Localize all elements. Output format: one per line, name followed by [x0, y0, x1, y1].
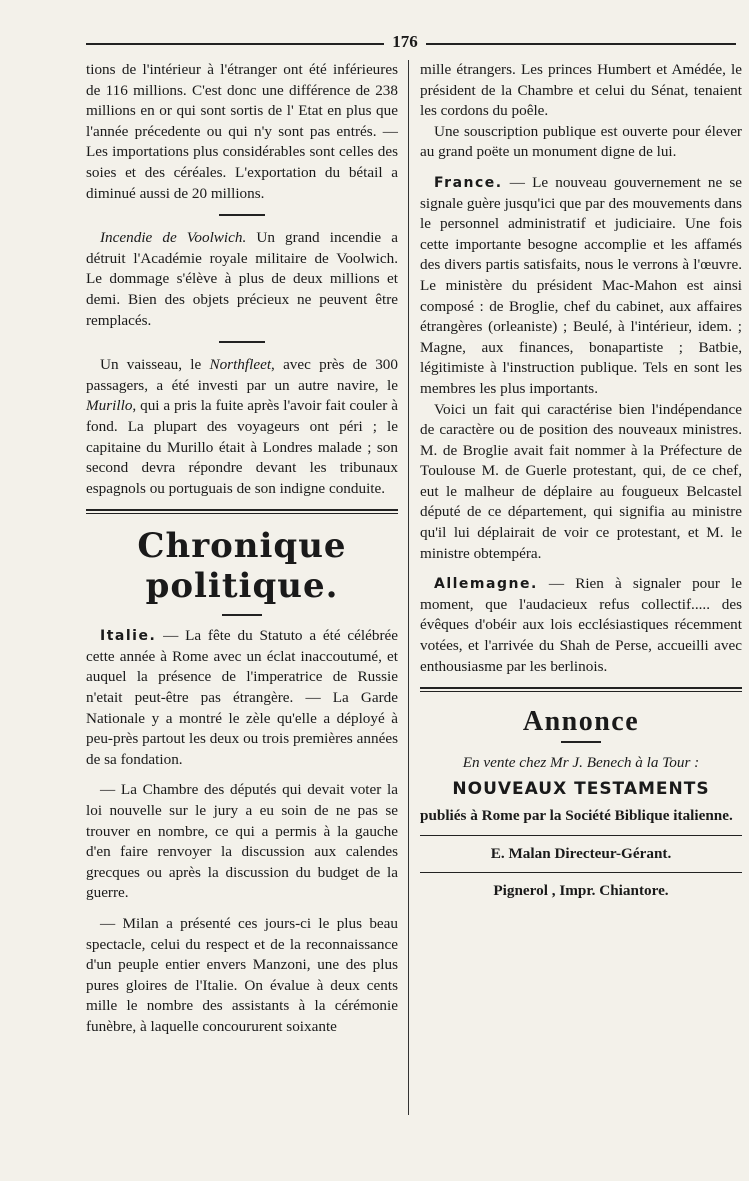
annonce-rule — [420, 687, 742, 692]
paragraph-france — [420, 173, 742, 400]
paragraph-italie — [86, 626, 398, 770]
printer-line: Pignerol , Impr. Chiantore. — [493, 882, 669, 900]
paragraph-allemagne — [420, 574, 742, 677]
page-header — [86, 34, 736, 54]
footer-rule — [420, 835, 742, 836]
paragraph-voici: Voici un fait qui caractérise bien l'indépendance de caractère ou de position des nouveaux ministres. M. de Broglie avait fait nommer à la Préfecture de Toulouse M. de Guerle protestant, qui, de ce chef, eut le malheur de déplaire au fougueux Belcastel député de ce département, qui signifia au ministre qu'il lui déplairait de voir ce protestant, et M. le ministre obtempéra. — [420, 400, 742, 562]
right-column — [420, 60, 742, 902]
paragraph-funeral: mille étrangers. Les princes Humbert et Amédée, le président de la Chambre et celui du Sénat, tenaient les cordons du poêle. — [420, 61, 742, 120]
page-number: 176 — [392, 32, 418, 51]
section-title: Chronique politique. — [137, 526, 347, 607]
header-rule-right — [426, 43, 736, 45]
italie-text: — La fête du Statuto a été célébrée cette année à Rome avec un éclat inaccoutumé, et auquel la présence de l'imperatrice de Russie n'etait peut-être pas étrangère. — La Garde Nationale y a montré le zèle qu'elle a déployé à peu-près partout les deux ou trois premières années de sa fondation. — [86, 627, 398, 768]
allemagne-text: — Rien à signaler pour le moment, que l'audacieux refus collectif..... des évêques d'obéir aux lois ecclésiastiques récemment votées, et l'arrivée du Shah de Perse, accueilli avec enthousiasme par les berlinois. — [420, 575, 742, 675]
column-divider — [408, 60, 409, 1115]
incendie-text: Un grand incendie a détruit l'Académie royale militaire de Voolwich. Le dommage s'élève à plus de deux millions et demi. Bien des objets précieux ne peuvent être remplacés. — [86, 229, 398, 329]
spacer — [86, 770, 398, 780]
paragraph-incendie — [86, 228, 398, 331]
footer-rule — [420, 872, 742, 873]
section-rule — [86, 509, 398, 514]
ship-name-murillo: Murillo — [86, 397, 133, 415]
paragraph-souscription: Une souscription publique est ouverte pour élever au grand poëte un monument digne de lui. — [420, 122, 742, 161]
ship-name-northfleet: Northfleet — [209, 356, 272, 374]
spacer — [420, 163, 742, 173]
vaisseau-text-c: , qui a pris la fuite après l'avoir fait couler à fond. La plupart des voyageurs ont péri ; le capitaine du Murillo était à Londres malade ; son second devra répondre devant les tribunaux espagnols ou portuguais de son indigne conduite. — [86, 397, 398, 497]
separator-rule — [561, 741, 601, 743]
paragraph-milan: — Milan a présenté ces jours-ci le plus beau spectacle, celui du respect et de la reconnaissance d'un peuple entier envers Manzoni, une des plus pures gloires de l'Italie. On évalue à deux cents mille le nombre des assistants à la cérémonie funèbre, à laquelle concoururent soixante — [86, 915, 398, 1035]
annonce-product: NOUVEAUX TESTAMENTS — [452, 779, 710, 800]
separator-rule — [222, 614, 262, 616]
paragraph-chambre: — La Chambre des députés qui devait voter la loi nouvelle sur le jury a eu soin de ne pas se trouver en nombre, ce qui a permis à la gauche d'en faire renvoyer la discussion aux calendes grecques ou après la discussion du budget de la guerre. — [86, 781, 398, 902]
incendie-title: Incendie de Voolwich. — [100, 229, 247, 247]
paragraph-finance: tions de l'intérieur à l'étranger ont été inférieures de 116 millions. C'est donc une différence de 238 millions en or qui sont sortis de l' Etat en plus que l'année précedente ou qui n'y sont pas entrés. — Les importations plus considérables sont celles des soies et des céréales. L'exportation du bétail a diminué aussi de 20 millions. — [86, 61, 398, 202]
separator-rule — [219, 341, 265, 343]
annonce-line: En vente chez Mr J. Benech à la Tour : — [462, 753, 700, 771]
director-line: E. Malan Directeur-Gérant. — [490, 844, 672, 862]
separator-rule — [219, 214, 265, 216]
allemagne-heading: Allemagne. — [434, 576, 538, 593]
vaisseau-text-b: , avec près de 300 passagers, a été investi par un autre navire, le — [86, 356, 398, 394]
header-rule-left — [86, 43, 384, 45]
paragraph-vaisseau — [86, 355, 398, 499]
left-column — [86, 60, 398, 1038]
annonce-publisher: publiés à Rome par la Société Biblique italienne. — [420, 807, 733, 824]
spacer — [86, 904, 398, 914]
france-heading: France. — [434, 174, 503, 191]
annonce-title: Annonce — [522, 706, 640, 738]
spacer — [420, 564, 742, 574]
italie-heading: Italie. — [100, 628, 157, 645]
france-text: — Le nouveau gouvernement ne se signale guère jusqu'ici que par des mouvements dans le personnel administratif et judiciaire. Une fois cette importante besogne accomplie et les affamés des divers partis satisfaits, nous le verrons à l'œuvre. Le ministère du président Mac-Mahon est ainsi composé : de Broglie, chef du cabinet, aux affaires étrangères (orleaniste) ; Beulé, à l'intérieur, idem. ; Magne, aux finances, bonapartiste ; Batbie, légitimiste à l'instruction publique. Tels en sont les membres les plus importants. — [420, 173, 742, 397]
vaisseau-text-a: Un vaisseau, le — [100, 356, 210, 374]
